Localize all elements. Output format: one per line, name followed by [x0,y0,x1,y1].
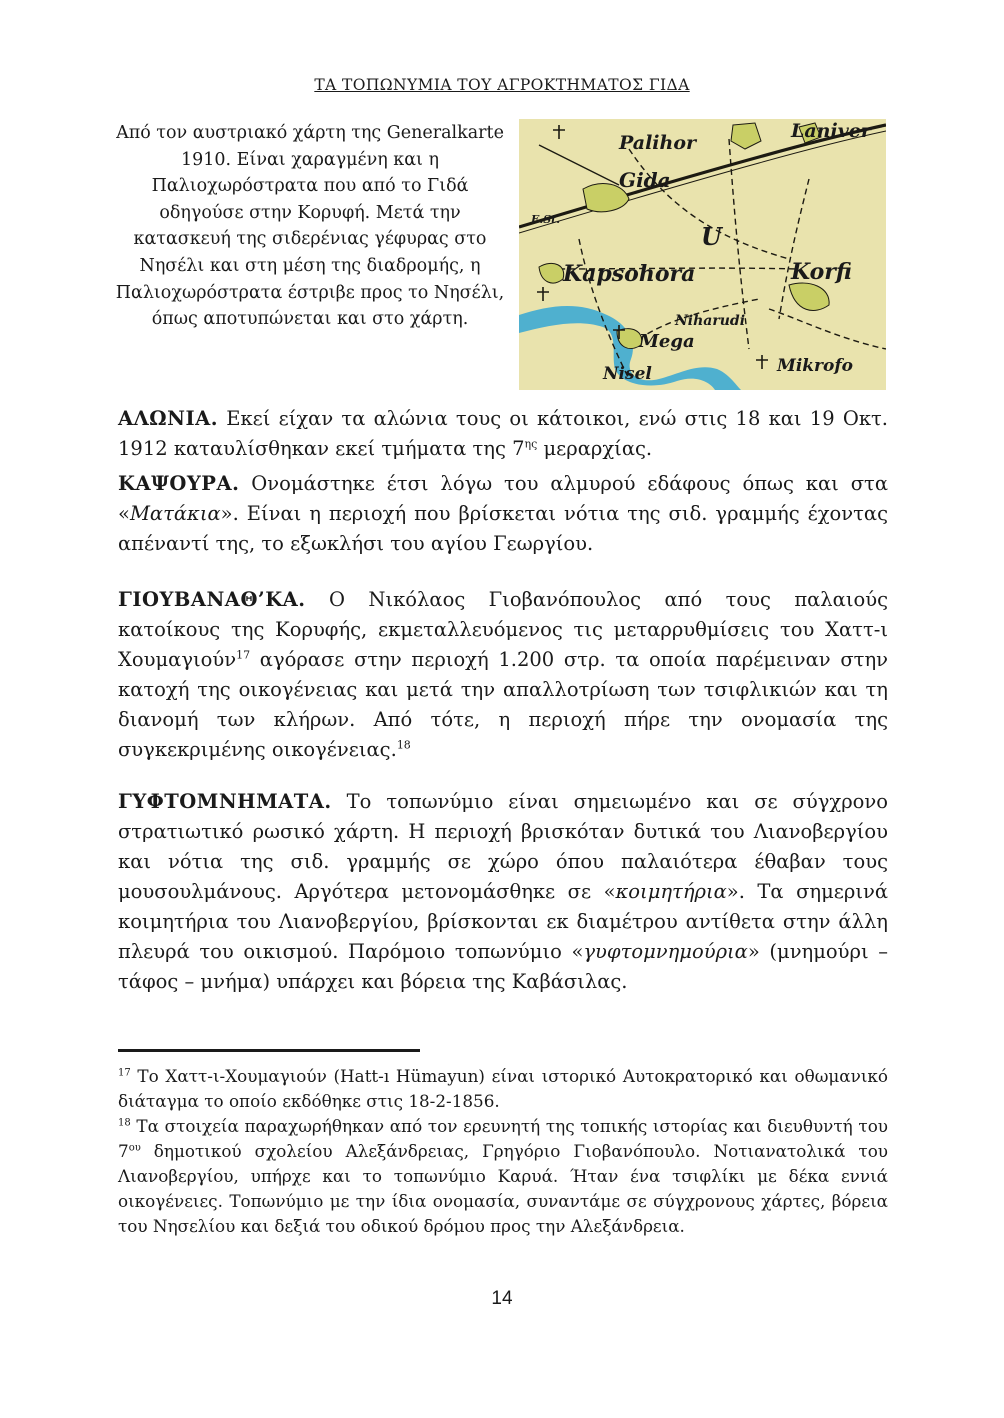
entry-term: ΚΑΨΟΥΡΑ. [118,472,240,495]
map-label-laniver: Laniver [791,120,871,142]
map-label-kapsohora: Kapsohora [563,261,696,287]
entry-text: ». Τα σημερινά κοιμητήρια του Λιανοβεργίου, βρίσκονται εκ διαμέτρου αντίθετα στην άλλη πλευρά του οικισμού. Παρόμοιο τοπωνύμιο « [118,880,888,963]
footnote-ref-17[interactable]: 17 [236,648,251,662]
footnote-ref-18[interactable]: 18 [396,738,411,752]
entry-term: ΓΙΟΥΒΑΝΑΘ’ΚΑ. [118,588,306,611]
entry-term: ΓΥΦΤΟΜΝΗΜΑΤΑ. [118,790,332,813]
entry-text: αγόρασε στην περιοχή 1.200 στρ. τα οποία παρέμειναν στην κατοχή της οικογένειας και μετά την απαλλοτρίωση των τσιφλικιών και τη διανομή των κλήρων. Από τότε, η περιοχή πήρε την ονομασία της συγκεκριμένης οικογένειας. [118,648,888,761]
historical-map [519,119,886,390]
entry-text: » (μνημούρι – τάφος – μνήμα) υπάρχει και βόρεια της Καβάσιλας. [118,940,888,993]
ordinal-suffix: ου [128,1142,141,1154]
footnote-text: Τα στοιχεία παραχωρήθηκαν από τον ερευνητή της τοπικής ιστορίας και διευθυντή του 7 [118,1116,888,1161]
entry-giouvanathka [118,585,888,765]
entry-text: Ονομάστηκε έτσι λόγω του αλμυρού εδάφους όπως και στα « [118,472,888,525]
entry-kapsoura [118,469,888,559]
map-label-u: U [701,222,722,251]
footnote-text: Το Χαττ-ι-Χουμαγιούν (Hatt-ı Hümayun) είναι ιστορικό Αυτοκρατορικό και οθωμανικό διάταγμα το οποίο εκδόθηκε στις 18-2-1856. [118,1066,888,1111]
footnote-17 [118,1064,888,1114]
running-head: ΤΑ ΤΟΠΩΝΥΜΙΑ ΤΟΥ ΑΓΡΟΚΤΗΜΑΤΟΣ ΓΙΔΑ [314,76,690,94]
ordinal-suffix: ης [524,437,538,451]
entry-italic: κοιμητήρια [615,880,727,903]
footnote-18 [118,1114,888,1239]
footnote-text: δημοτικού σχολείου Αλεξάνδρειας, Γρηγόριο Γιοβανόπουλο. Νοτιανατολικά του Λιανοβεργίου, υπήρχε και το τοπωνύμιο Καρυά. Ήταν ένα τσιφλίκι με δέκα εννιά οικογένειες. Τοπωνύμιο με την ίδια ονομασία, συναντάμε σε σύγχρονους χάρτες, βόρεια του Νησελίου και δεξιά του οδικού δρόμου προς την Αλεξάνδρεια. [118,1141,888,1236]
entry-text: Το τοπωνύμιο είναι σημειωμένο και σε σύγχρονο στρατιωτικό ρωσικό χάρτη. Η περιοχή βρισκόταν δυτικά του Λιανοβεργίου και νότια της σιδ. γραμμής σε χώρο όπου παλαιότερα έθαβαν τους μουσουλμάνους. Αργότερα μετονομάσθηκε σε « [118,790,888,903]
entry-text: ». Είναι η περιοχή που βρίσκεται νότια της σιδ. γραμμής έχοντας απέναντί της, το εξωκλήσι του αγίου Γεωργίου. [118,502,888,555]
entry-text: Ο Νικόλαος Γιοβανόπουλος από τους παλαιούς κατοίκους της Κορυφής, εκμεταλλευόμενος τις μεταρρυθμίσεις του Χαττ-ι Χουμαγιούν [118,588,888,671]
map-label-korfi: Korfi [791,259,852,285]
entry-text: Εκεί είχαν τα αλώνια τους οι κάτοικοι, ενώ στις 18 και 19 Οκτ. 1912 καταυλίσθηκαν εκεί τμήματα της 7 [118,407,888,460]
entry-italic: γυφτομνημούρια [583,940,748,963]
footnote-divider [118,1049,420,1052]
footnote-mark: 17 [118,1067,131,1079]
page-number: 14 [491,1288,513,1309]
map-label-est: E.St. [531,213,561,226]
figure-caption: Από τον αυστριακό χάρτη της Generalkarte 1910. Είναι χαραγμένη και η Παλιοχωρόστρατα που από το Γιδά οδηγούσε στην Κορυφή. Μετά την κατασκευή της σιδερένιας γέφυρας στο Νησέλι και στη μέση της διαδρομής, η Παλιοχωρόστρατα έστριβε προς το Νησέλι, όπως αποτυπώνεται και στο χάρτη. [115,123,505,330]
map-label-gida: Gida [619,168,671,192]
map-label-nisel: Nisel [603,364,652,384]
entry-alonia [118,404,888,464]
map-paper [519,119,886,390]
entry-term: ΑΛΩΝΙΑ. [118,407,218,430]
map-label-mega: Mega [639,331,695,352]
map-label-niharudi: Niharudi [675,313,746,329]
map-label-mikrofo: Mikrofo [777,356,854,376]
entry-gyftomnimata [118,787,888,997]
entry-text: μεραρχίας. [537,437,653,460]
map-label-palihor: Palihor [619,132,697,154]
footnote-mark: 18 [118,1117,131,1129]
entry-italic: Ματάκια [129,502,221,525]
